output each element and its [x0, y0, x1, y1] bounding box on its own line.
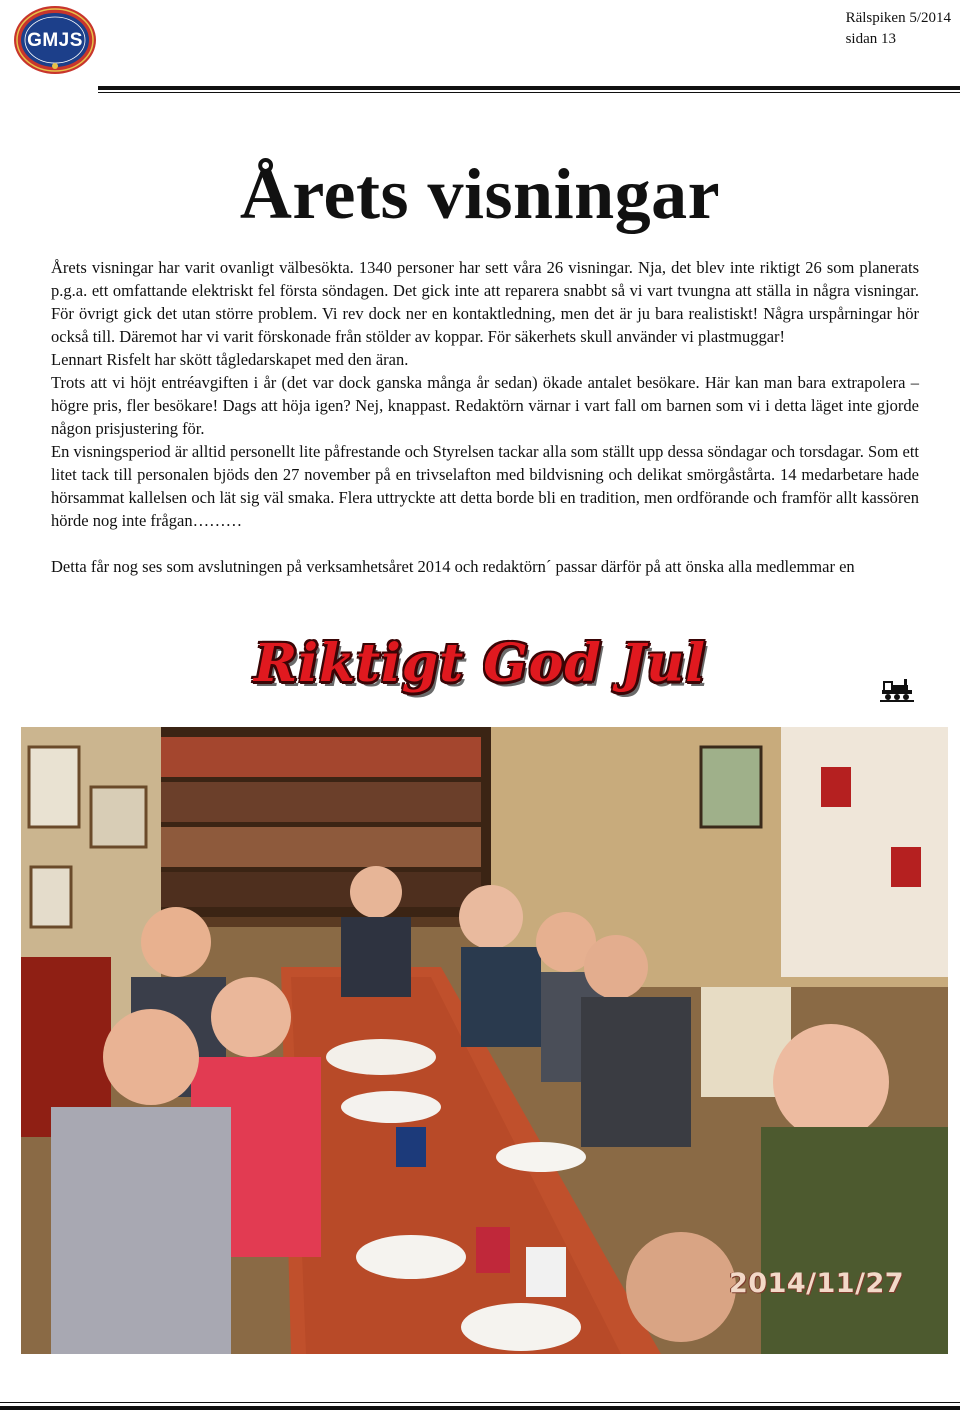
group-dinner-photo	[21, 727, 948, 1354]
club-logo	[12, 4, 98, 76]
page-number: sidan 13	[845, 31, 896, 47]
issue-info	[846, 8, 951, 50]
article-body	[51, 256, 919, 578]
logo-text: GMJS	[27, 30, 83, 51]
header-rule	[98, 86, 960, 90]
footer-rule-thin	[0, 1402, 960, 1403]
photo-date-stamp: 2014/11/27	[729, 1268, 905, 1299]
christmas-banner	[0, 626, 960, 706]
publication-issue: Rälspiken 5/2014	[845, 10, 951, 26]
header-rule-thin	[98, 92, 960, 93]
article-paragraph: En visningsperiod är alltid personellt lite påfrestande och Styrelsen tackar alla som ställt upp dessa söndagar och torsdagar. Som ett litet tack till personalen bjöds den 27 november på en trivselafton med bildvisning och delikat smörgåstårta. 14 medarbetare hade hörsammat kallelsen och lät sig väl smaka. Flera uttryckte att detta borde bli en tradition, men ordförande och framför allt kassören hörde nog inte frågan………	[51, 442, 919, 530]
locomotive-icon	[880, 676, 914, 702]
christmas-greeting: Riktigt God Jul	[254, 633, 706, 694]
footer-rule	[0, 1406, 960, 1410]
article-closing-paragraph: Detta får nog ses som avslutningen på verksamhetsåret 2014 och redaktörn´ passar därför på att önska alla medlemmar en	[51, 557, 855, 576]
page-title: Årets visningar	[239, 154, 721, 234]
article-paragraph: Årets visningar har varit ovanligt välbesökta. 1340 personer har sett våra 26 visningar. Nja, det blev inte riktigt 26 som planerats p.g.a. ett omfattande elektriskt fel första söndagen. Det gick inte att reparera snabbt så vi vart tvungna att ställa in några visningar. För övrigt gick det utan större problem. Vi rev dock ner en kontaktledning, men det är ju bara realistiskt! Några urspårningar hör också till. Däremot har vi varit förskonade från stölder av koppar. För säkerhets skull använder vi plastmuggar!	[51, 258, 919, 346]
event-photo	[21, 727, 948, 1354]
article-paragraph: Trots att vi höjt entréavgiften i år (det var dock ganska många år sedan) ökade antalet besökare. Här kan man bara extrapolera – högre pris, fler besökare! Dags att höja igen? Nej, knappast. Redaktörn värnar i vart fall om barnen som vi i detta läget inte gjorde någon prisjustering för.	[51, 373, 919, 438]
article-paragraph: Lennart Risfelt har skött tågledarskapet med den äran.	[51, 350, 409, 369]
